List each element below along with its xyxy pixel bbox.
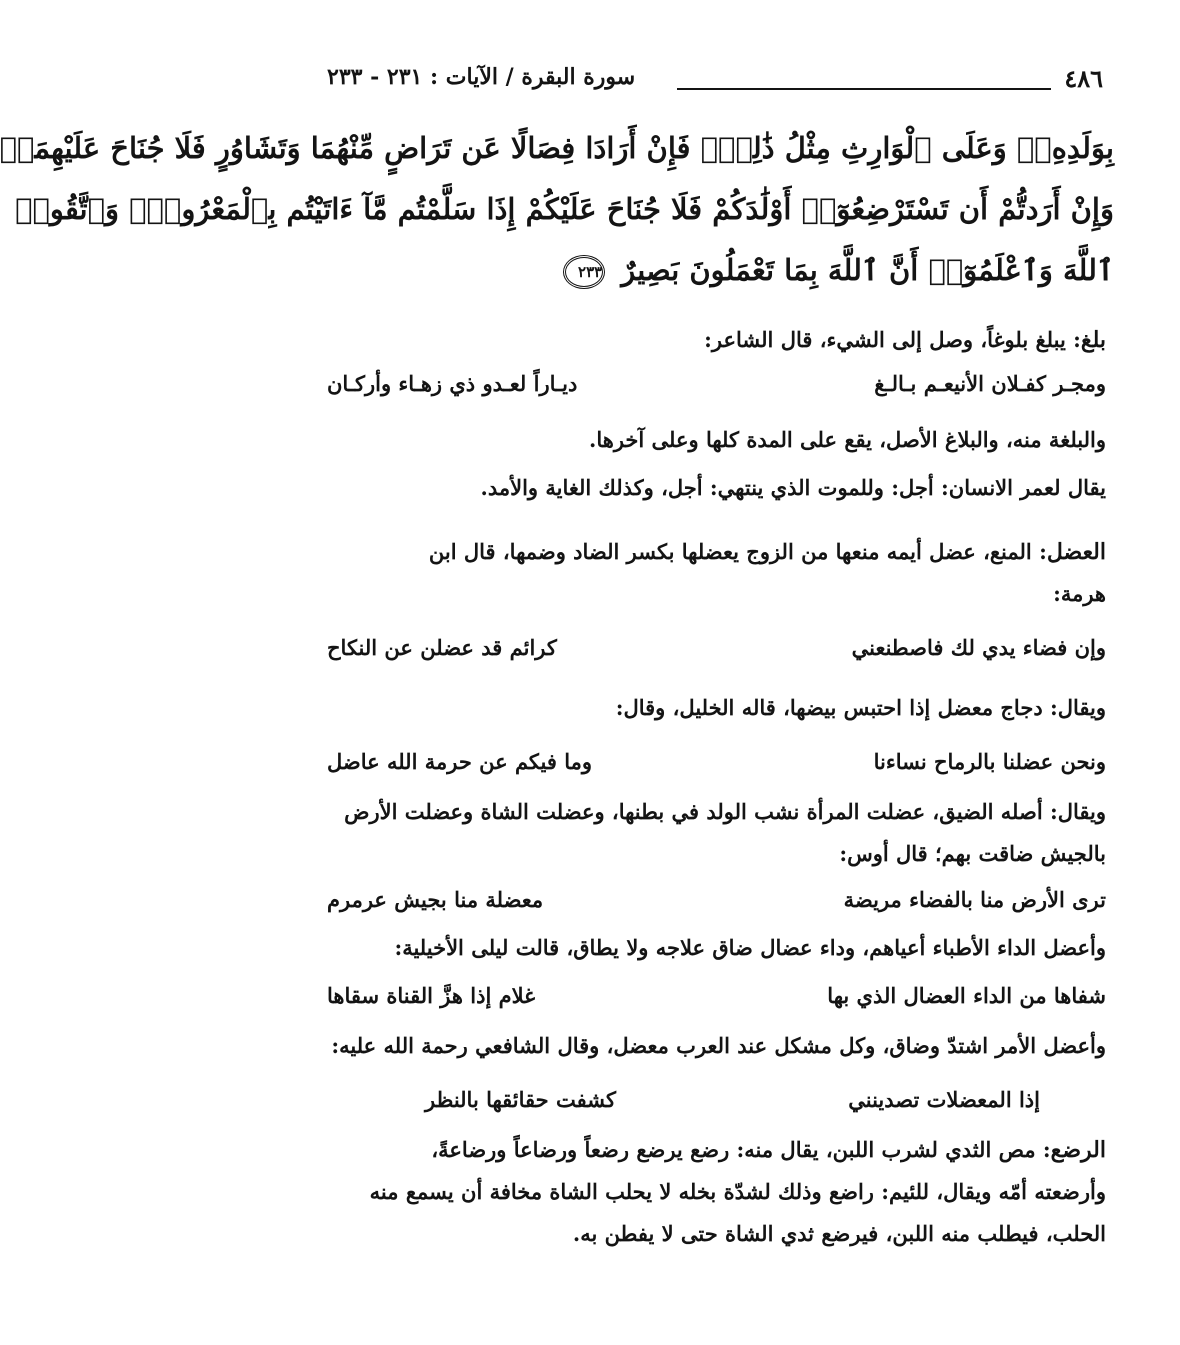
page-number: ٤٨٦ bbox=[1064, 64, 1103, 93]
commentary-line: وأعضل الداء الأطباء أعياهم، وداء عضال ضاق علاجه ولا يطاق، قالت ليلى الأخيلية: bbox=[394, 935, 1106, 960]
commentary-line: ويقال: دجاج معضل إذا احتبس بيضها، قاله الخليل، وقال: bbox=[615, 695, 1106, 720]
quran-verse-block bbox=[0, 118, 1114, 301]
poem-hemistich: كشفت حقائقها بالنظر bbox=[425, 1087, 616, 1112]
glossed-term: الرضع bbox=[1050, 1137, 1106, 1163]
commentary-line: هرمة: bbox=[1053, 581, 1106, 606]
poem-hemistich: إذا المعضلات تصدينني bbox=[848, 1087, 1040, 1112]
commentary-text: : يبلغ بلوغاً، وصل إلى الشيء، قال الشاعر: bbox=[704, 327, 1081, 352]
commentary-line bbox=[317, 1132, 1106, 1168]
poem-hemistich: كرائم قد عضلن عن النكاح bbox=[327, 635, 557, 660]
commentary-line bbox=[317, 322, 1106, 358]
commentary-text: : المنع، عضل أيمه منعها من الزوج يعضلها بكسر الضاد وضمها، قال ابن bbox=[428, 539, 1047, 564]
commentary-line: وأعضل الأمر اشتدّ وضاق، وكل مشكل عند العرب معضل، وقال الشافعي رحمة الله عليه: bbox=[331, 1033, 1106, 1058]
commentary-line: والبلغة منه، والبلاغ الأصل، يقع على المدة كلها وعلى آخرها. bbox=[589, 427, 1106, 452]
poem-hemistich: ومجـر كفـلان الأنيعـم بـالـغ bbox=[874, 371, 1106, 396]
poem-hemistich: وإن فضاء يدي لك فاصطنعني bbox=[851, 635, 1106, 660]
glossed-term: العضل bbox=[1046, 539, 1106, 565]
commentary-line bbox=[317, 534, 1106, 570]
commentary-text: : مص الثدي لشرب اللبن، يقال منه: رضع يرضع رضعاً ورضاعاً ورضاعةً، bbox=[431, 1137, 1051, 1162]
commentary-line: وأرضعته أمّه ويقال، للئيم: راضع وذلك لشدّة بخله لا يحلب الشاة مخافة أن يسمع منه bbox=[369, 1179, 1106, 1204]
page-header bbox=[327, 64, 1103, 104]
poem-hemistich: ترى الأرض منا بالفضاء مريضة bbox=[843, 887, 1106, 912]
quran-line bbox=[321, 240, 1114, 301]
running-title: سورة البقرة / الآيات : ٢٣١ - ٢٣٣ bbox=[327, 64, 636, 90]
poem-hemistich: غلام إذا هزَّ القناة سقاها bbox=[327, 983, 536, 1008]
poem-hemistich: ديـاراً لعـدو ذي زهـاء وأركـان bbox=[327, 371, 578, 396]
quran-line: وَإِنْ أَرَدتُّمْ أَن تَسْتَرْضِعُوٓا۟ أَوْلَٰدَكُمْ فَلَا جُنَاحَ عَلَيْكُمْ إِذَا سَلَّمْتُم مَّآ ءَاتَيْتُم بِٱلْمَعْرُوفِۗ وَٱتَّقُوا۟ bbox=[15, 192, 1114, 226]
commentary-line: الحلب، فيطلب منه اللبن، فيرضع ثدي الشاة حتى لا يفطن به. bbox=[572, 1221, 1106, 1246]
header-rule bbox=[677, 88, 1051, 90]
commentary-line: بالجيش ضاقت بهم؛ قال أوس: bbox=[839, 841, 1106, 866]
poem-hemistich: شفاها من الداء العضال الذي بها bbox=[827, 983, 1106, 1008]
poem-hemistich: ونحن عضلنا بالرماح نساءنا bbox=[873, 749, 1106, 774]
ayah-number-marker: ٢٣٣ bbox=[563, 255, 605, 289]
quran-line-text: ٱللَّهَ وَٱعْلَمُوٓا۟ أَنَّ ٱللَّهَ بِمَا تَعْمَلُونَ بَصِيرٌ bbox=[621, 253, 1114, 287]
poem-hemistich: وما فيكم عن حرمة الله عاضل bbox=[327, 749, 592, 774]
poem-hemistich: معضلة منا بجيش عرمرم bbox=[327, 887, 544, 912]
glossed-term: بلغ bbox=[1080, 327, 1106, 353]
quran-line: بِوَلَدِهِۦۚ وَعَلَى ٱلْوَارِثِ مِثْلُ ذَٰلِكَۗ فَإِنْ أَرَادَا فِصَالًا عَن تَرَاضٍ مِّنْهُمَا وَتَشَاوُرٍ فَلَا جُنَاحَ عَلَيْهِمَاۗ bbox=[0, 131, 1114, 165]
commentary-line: ويقال: أصله الضيق، عضلت المرأة نشب الولد في بطنها، وعضلت الشاة وعضلت الأرض bbox=[344, 799, 1106, 824]
commentary-line: يقال لعمر الانسان: أجل: وللموت الذي ينتهي: أجل، وكذلك الغاية والأمد. bbox=[480, 475, 1106, 500]
